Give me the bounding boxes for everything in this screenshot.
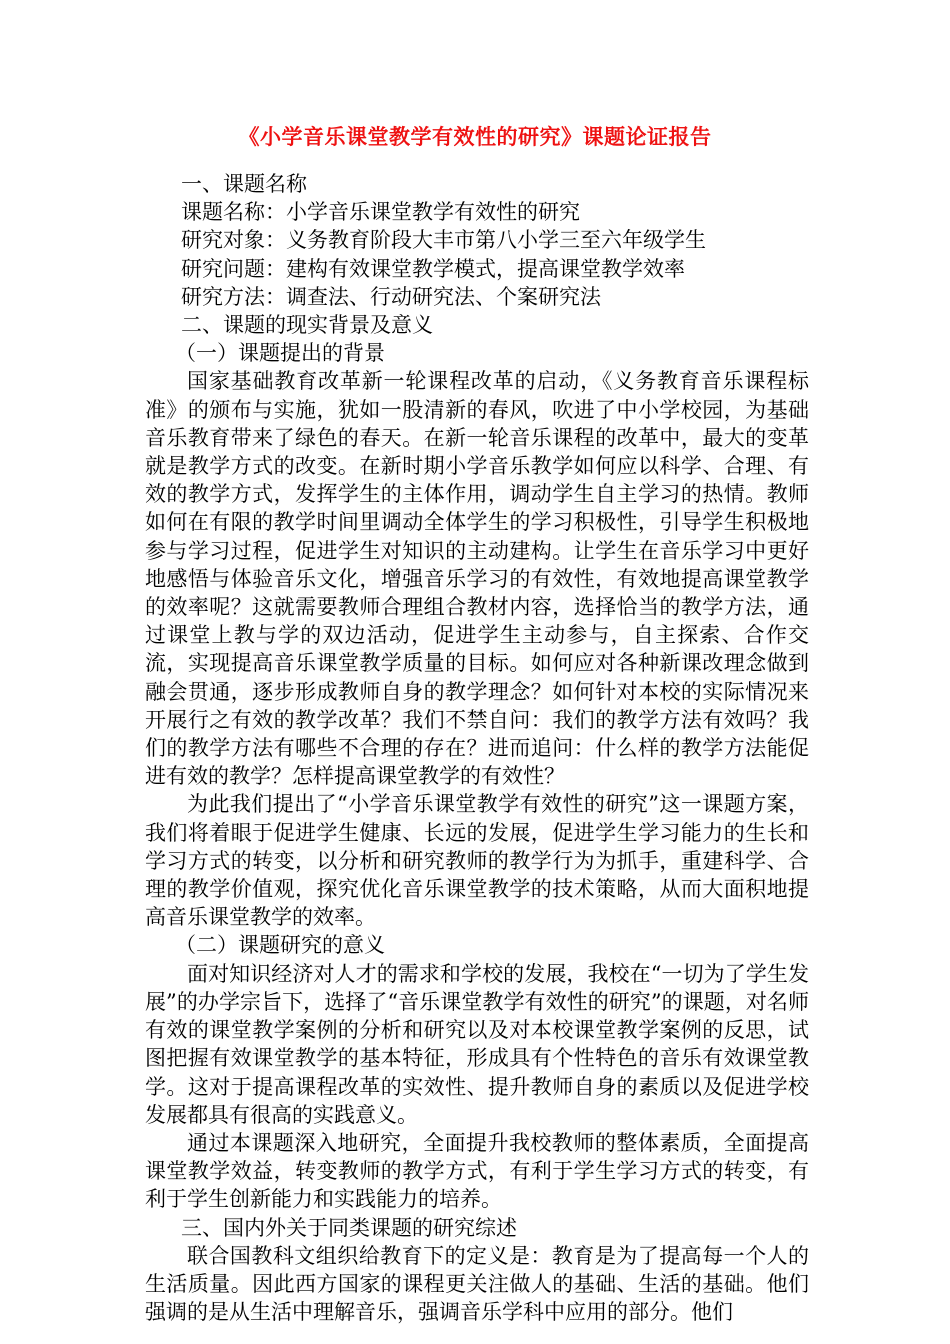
section-heading-3: 三、国内外关于同类课题的研究综述 bbox=[181, 1215, 517, 1240]
section-heading-1: 一、课题名称 bbox=[181, 172, 307, 196]
research-method-line: 研究方法：调查法、行动研究法、个案研究法 bbox=[181, 284, 601, 309]
paragraph-background: 国家基础教育改革新一轮课程改革的启动，《义务教育音乐课程标准》的颁布与实施，犹如一股清新的春风，吹进了中小学校园，为基础音乐教育带来了绿色的春天。在新一轮音乐课程的改革中，最大的变革就是教学方式的改变。在新时期小学音乐教学如何应以科学、合理、有效的教学方式，发挥学生的主体作用，调动学生自主学习的热情。教师如何在有限的教学时间里调动全体学生的学习积极性，引导学生积极地参与学习过程，促进学生对知识的主动建构。让学生在音乐学习中更好地感悟与体验音乐文化，增强音乐学习的有效性，有效地提高课堂教学的效率呢？这就需要教师合理组合教材内容，选择恰当的教学方法，通过课堂上教与学的双边活动，促进学生主动参与，自主探索、合作交流，实现提高音乐课堂教学质量的目标。如何应对各种新课改理念做到融会贯通，逐步形成教师自身的教学理念？如何针对本校的实际情况来开展行之有效的教学改革？我们不禁自问：我们的教学方法有效吗？我们的教学方法有哪些不合理的存在？进而追问：什么样的教学方法能促进有效的教学？怎样提高课堂教学的有效性？ bbox=[145, 369, 809, 789]
paragraph-significance: 面对知识经济对人才的需求和学校的发展，我校在“一切为了学生发展”的办学宗旨下，选择了“音乐课堂教学有效性的研究”的课题，对名师有效的课堂教学案例的分析和研究以及对本校课堂教学案例的反思，试图把握有效课堂教学的基本特征，形成具有个性特色的音乐有效课堂教学。这对于提高课程改革的实效性、提升教师自身的素质以及促进学校发展都具有很高的实践意义。 bbox=[145, 961, 809, 1127]
research-question-line: 研究问题：建构有效课堂教学模式，提高课堂教学效率 bbox=[181, 256, 685, 281]
section-heading-2: 二、课题的现实背景及意义 bbox=[181, 313, 433, 338]
paragraph-proposal: 为此我们提出了“小学音乐课堂教学有效性的研究”这一课题方案，我们将着眼于促进学生健康、长远的发展，促进学生学习能力的生长和学习方式的转变，以分析和研究教师的教学行为为抓手，重建科学、合理的教学价值观，探究优化音乐课堂教学的技术策略，从而大面积地提高音乐课堂教学的效率。 bbox=[145, 792, 809, 930]
paragraph-benefits: 通过本课题深入地研究，全面提升我校教师的整体素质，全面提高课堂教学效益，转变教师的教学方式，有利于学生学习方式的转变，有利于学生创新能力和实践能力的培养。 bbox=[145, 1130, 809, 1212]
document-body bbox=[145, 170, 809, 1326]
subsection-heading-significance: （二）课题研究的意义 bbox=[175, 933, 385, 958]
research-subject-line: 研究对象：义务教育阶段大丰市第八小学三至六年级学生 bbox=[181, 228, 706, 253]
paragraph-review: 联合国教科文组织给教育下的定义是：教育是为了提高每一个人的生活质量。因此西方国家的课程更关注做人的基础、生活的基础。他们强调的是从生活中理解音乐，强调音乐学科中应用的部分。他们 bbox=[145, 1243, 809, 1325]
document-title: 《小学音乐课堂教学有效性的研究》课题论证报告 bbox=[238, 124, 712, 149]
subsection-heading-background: （一）课题提出的背景 bbox=[175, 341, 385, 366]
topic-name-line: 课题名称：小学音乐课堂教学有效性的研究 bbox=[181, 200, 580, 225]
